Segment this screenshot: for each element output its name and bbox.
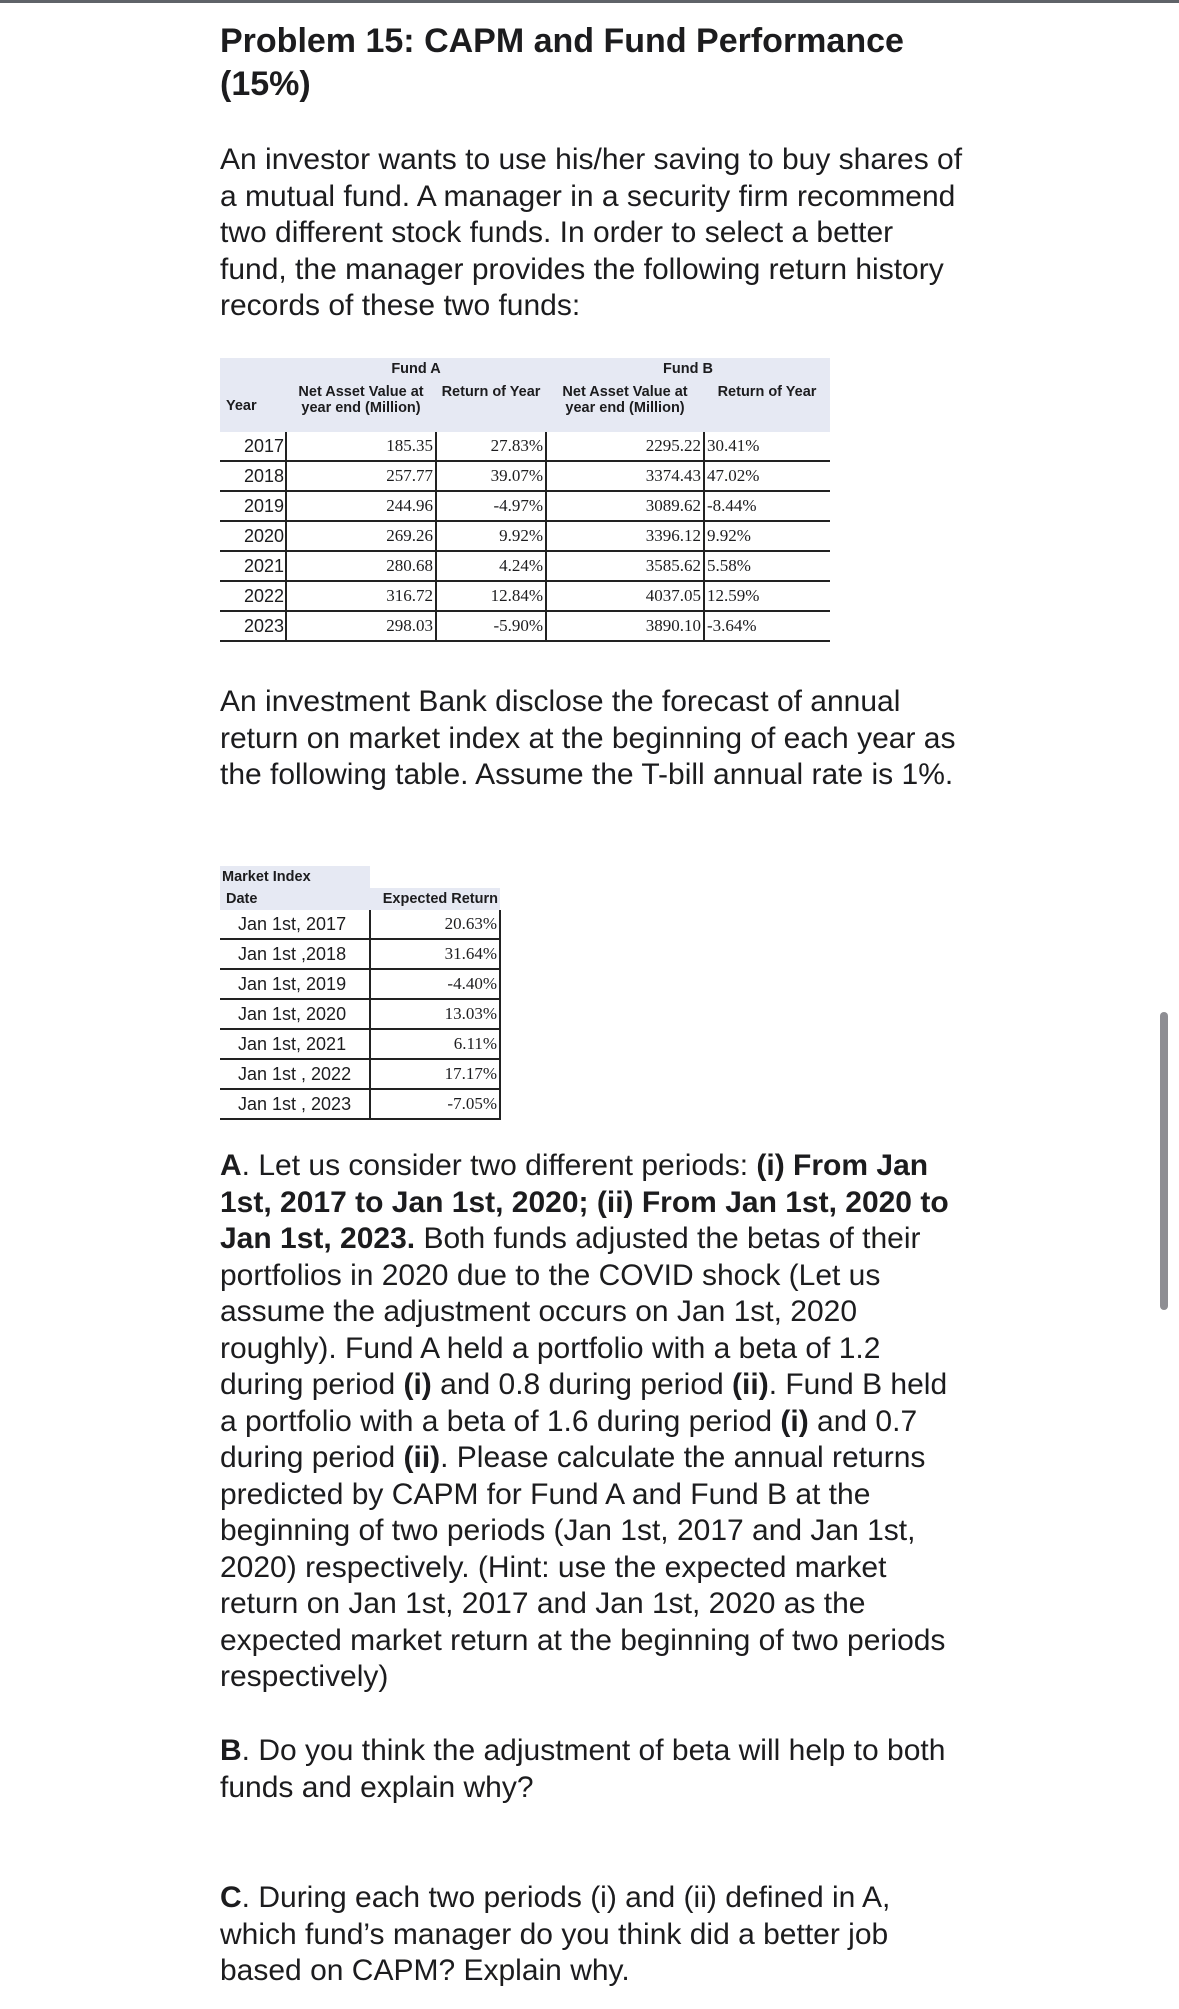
table-row	[220, 999, 500, 1029]
date-cell: Jan 1st , 2022	[220, 1059, 370, 1089]
question-b-text: . Do you think the adjustment of beta will help to both funds and explain why?	[220, 1734, 946, 1804]
question-a-period-ref: (i)	[403, 1368, 432, 1401]
header-year: Year	[220, 380, 286, 432]
question-a-period-ref: (i)	[780, 1404, 809, 1438]
table-row	[220, 491, 830, 521]
header-fund-b: Fund B	[546, 358, 830, 380]
nav-a-cell: 185.35	[286, 432, 436, 461]
table-row	[220, 939, 500, 969]
return-b-cell: 30.41%	[704, 432, 830, 461]
fund-return-table	[220, 358, 830, 642]
table-row	[220, 969, 500, 999]
table-row	[220, 1029, 500, 1059]
top-divider	[0, 0, 1179, 3]
nav-b-cell: 3585.62	[546, 551, 704, 581]
return-a-cell: 39.07%	[436, 461, 546, 491]
return-a-cell: -4.97%	[436, 491, 546, 521]
expected-return-cell: -7.05%	[370, 1089, 500, 1119]
header-blank	[220, 358, 286, 380]
expected-return-cell: 6.11%	[370, 1029, 500, 1059]
year-cell: 2019	[220, 491, 286, 521]
date-cell: Jan 1st , 2023	[220, 1089, 370, 1119]
expected-return-cell: -4.40%	[370, 969, 500, 999]
return-a-cell: 27.83%	[436, 432, 546, 461]
nav-a-cell: 257.77	[286, 461, 436, 491]
year-cell: 2017	[220, 432, 286, 461]
question-a-text-5: and 0.7 during period	[220, 1404, 918, 1474]
question-a-period-ref: (ii)	[732, 1368, 769, 1401]
nav-b-cell: 3396.12	[546, 521, 704, 551]
date-cell: Jan 1st ,2018	[220, 939, 370, 969]
question-a-text-1: . Let us consider two different periods:	[241, 1149, 757, 1182]
page-title: Problem 15: CAPM and Fund Performance (15%)	[220, 22, 904, 103]
year-cell: 2021	[220, 551, 286, 581]
nav-b-cell: 3890.10	[546, 611, 704, 641]
nav-a-cell: 244.96	[286, 491, 436, 521]
market-header-row	[220, 888, 500, 910]
table-row	[220, 1089, 500, 1119]
table-row	[220, 521, 830, 551]
table-row	[220, 551, 830, 581]
question-c-text: . During each two periods (i) and (ii) defined in A, which fund’s manager do you think did a better job based on CAPM? Explain why.	[220, 1881, 891, 1987]
nav-a-cell: 269.26	[286, 521, 436, 551]
return-a-cell: 4.24%	[436, 551, 546, 581]
market-header-top-row	[220, 866, 500, 888]
table-row	[220, 910, 500, 939]
return-b-cell: 9.92%	[704, 521, 830, 551]
table-row	[220, 461, 830, 491]
header-return-a: Return of Year	[436, 380, 546, 432]
forecast-paragraph: An investment Bank disclose the forecast of annual return on market index at the beginning of each year as the following table. Assume the T-bill annual rate is 1%.	[220, 685, 956, 791]
header-return-b: Return of Year	[704, 380, 830, 432]
table-row	[220, 1059, 500, 1089]
expected-return-cell: 31.64%	[370, 939, 500, 969]
question-a-text-4: . Fund B held a portfolio with a beta of 1.6 during period	[220, 1368, 948, 1438]
nav-a-cell: 298.03	[286, 611, 436, 641]
year-cell: 2022	[220, 581, 286, 611]
fund-column-header-row	[220, 380, 830, 432]
question-a-letter: A	[220, 1149, 242, 1182]
expected-return-cell: 20.63%	[370, 910, 500, 939]
date-cell: Jan 1st, 2020	[220, 999, 370, 1029]
question-a-text-3: and 0.8 during period	[431, 1368, 733, 1401]
nav-a-cell: 316.72	[286, 581, 436, 611]
nav-b-cell: 2295.22	[546, 432, 704, 461]
date-cell: Jan 1st, 2021	[220, 1029, 370, 1059]
date-cell: Jan 1st, 2017	[220, 910, 370, 939]
return-b-cell: 5.58%	[704, 551, 830, 581]
header-date: Date	[220, 888, 370, 910]
return-a-cell: 12.84%	[436, 581, 546, 611]
return-a-cell: 9.92%	[436, 521, 546, 551]
header-expected-return: Expected Return	[370, 888, 500, 910]
market-index-table	[220, 866, 501, 1120]
nav-b-cell: 3374.43	[546, 461, 704, 491]
question-a-period-ref: (ii)	[403, 1441, 441, 1474]
question-c	[220, 1880, 965, 1990]
expected-return-cell: 13.03%	[370, 999, 500, 1029]
nav-b-cell: 4037.05	[546, 581, 704, 611]
header-market-index: Market Index	[220, 866, 370, 888]
intro-paragraph: An investor wants to use his/her saving to buy shares of a mutual fund. A manager in a security firm recommend two different stock funds. In order to select a better fund, the manager provides the following return history records of these two funds:	[220, 143, 963, 322]
question-b	[220, 1733, 965, 1806]
header-nav-a: Net Asset Value at year end (Million)	[286, 380, 436, 432]
header-fund-a: Fund A	[286, 358, 546, 380]
return-a-cell: -5.90%	[436, 611, 546, 641]
header-nav-b: Net Asset Value at year end (Million)	[546, 380, 704, 432]
year-cell: 2023	[220, 611, 286, 641]
question-a	[220, 1148, 965, 1696]
question-a-text-2: Both funds adjusted the betas of their portfolios in 2020 due to the COVID shock (Let us assume the adjustment occurs on Jan 1st, 2020 roughly). Fund A held a portfolio with a beta of 1.2 during period	[220, 1222, 921, 1401]
question-a-text-6: . Please calculate the annual returns predicted by CAPM for Fund A and Fund B at the beginning of two periods (Jan 1st, 2017 and Jan 1st, 2020) respectively. (Hint: use the expected market return on Jan 1st, 2017 and Jan 1st, 2020 as the expected market return at the beginning of two periods respectively)	[220, 1441, 946, 1693]
header-blank	[370, 866, 500, 888]
table-row	[220, 611, 830, 641]
table-row	[220, 432, 830, 461]
return-b-cell: -3.64%	[704, 611, 830, 641]
question-c-letter: C	[220, 1881, 242, 1914]
vertical-scrollbar[interactable]	[1160, 1012, 1168, 1310]
date-cell: Jan 1st, 2019	[220, 969, 370, 999]
year-cell: 2018	[220, 461, 286, 491]
return-b-cell: 12.59%	[704, 581, 830, 611]
nav-b-cell: 3089.62	[546, 491, 704, 521]
expected-return-cell: 17.17%	[370, 1059, 500, 1089]
return-b-cell: -8.44%	[704, 491, 830, 521]
question-a-periods: (i) From Jan 1st, 2017 to Jan 1st, 2020; (ii) From Jan 1st, 2020 to Jan 1st, 2023.	[220, 1149, 949, 1255]
year-cell: 2020	[220, 521, 286, 551]
return-b-cell: 47.02%	[704, 461, 830, 491]
question-b-letter: B	[220, 1734, 242, 1767]
fund-group-header-row	[220, 358, 830, 380]
nav-a-cell: 280.68	[286, 551, 436, 581]
table-row	[220, 581, 830, 611]
